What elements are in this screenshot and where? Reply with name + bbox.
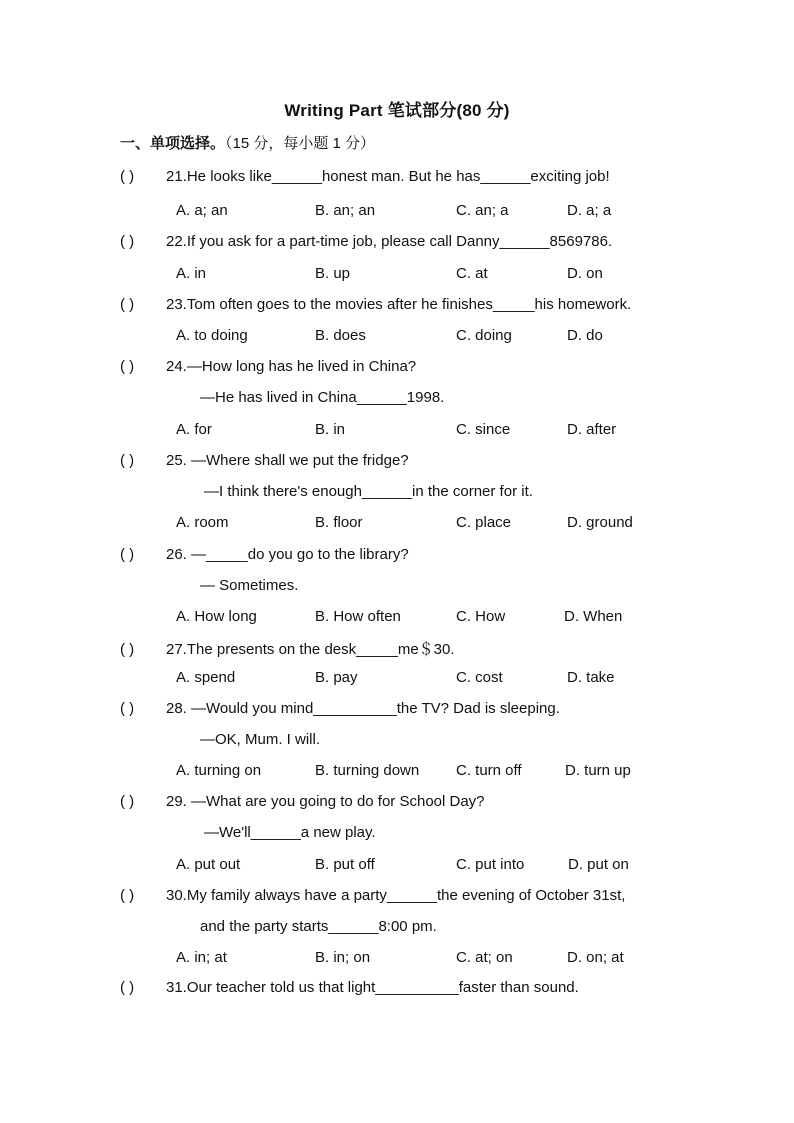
option-c: C. doing <box>456 327 512 344</box>
question-continuation: — Sometimes. <box>200 577 299 594</box>
option-a: A. a; an <box>176 202 228 219</box>
option-c: C. at <box>456 265 488 282</box>
option-a: A. to doing <box>176 327 248 344</box>
question-continuation: —He has lived in China______1998. <box>200 389 445 406</box>
section-score-note: （15 分，每小题 1 分） <box>225 135 376 152</box>
option-d: D. ground <box>567 514 633 531</box>
option-d: D. do <box>567 327 603 344</box>
option-b: B. pay <box>315 669 358 686</box>
answer-bracket[interactable]: ( ) <box>120 546 135 563</box>
question-22 <box>120 233 612 250</box>
option-b: B. put off <box>315 856 375 873</box>
question-21 <box>120 168 610 185</box>
option-d: D. a; a <box>567 202 612 219</box>
option-c: C. How <box>456 608 506 625</box>
option-c: C. an; a <box>456 202 509 219</box>
page-title: Writing Part 笔试部分(80 分) <box>284 101 510 120</box>
question-continuation: —I think there's enough______in the corner for it. <box>204 483 533 500</box>
option-c: C. cost <box>456 669 503 686</box>
option-c: C. at; on <box>456 949 513 966</box>
question-stem: 21.He looks like______honest man. But he has______exciting job! <box>166 168 610 185</box>
option-d: D. after <box>567 421 617 438</box>
answer-bracket[interactable]: ( ) <box>120 296 135 313</box>
question-stem: 30.My family always have a party______the evening of October 31st, <box>166 887 626 904</box>
option-b: B. turning down <box>315 762 420 779</box>
question-stem: 27.The presents on the desk_____me＄30. <box>166 641 455 658</box>
option-c: C. turn off <box>456 762 522 779</box>
option-b: B. in; on <box>315 949 371 966</box>
section-heading-label: 一、单项选择。 <box>120 135 226 152</box>
option-a: A. in <box>176 265 207 282</box>
answer-bracket[interactable]: ( ) <box>120 793 135 810</box>
option-d: D. put on <box>568 856 629 873</box>
answer-bracket[interactable]: ( ) <box>120 887 135 904</box>
question-30 <box>120 887 625 904</box>
question-27 <box>120 638 455 659</box>
answer-bracket[interactable]: ( ) <box>120 641 135 658</box>
question-25 <box>120 452 409 469</box>
answer-bracket[interactable]: ( ) <box>120 700 135 717</box>
question-stem: 28. —Would you mind__________the TV? Dad is sleeping. <box>166 700 560 717</box>
option-d: D. turn up <box>565 762 631 779</box>
answer-bracket[interactable]: ( ) <box>120 168 135 185</box>
question-stem: 24.—How long has he lived in China? <box>166 358 417 375</box>
question-23 <box>120 296 631 313</box>
option-b: B. up <box>315 265 351 282</box>
option-c: C. put into <box>456 856 525 873</box>
option-c: C. place <box>456 514 512 531</box>
option-c: C. since <box>456 421 511 438</box>
answer-bracket[interactable]: ( ) <box>120 979 135 996</box>
answer-bracket[interactable]: ( ) <box>120 452 135 469</box>
option-a: A. spend <box>176 669 236 686</box>
question-stem: 31.Our teacher told us that light__________faster than sound. <box>166 979 579 996</box>
question-stem: 29. —What are you going to do for School Day? <box>166 793 485 810</box>
option-d: D. When <box>564 608 623 625</box>
question-26 <box>120 546 409 563</box>
question-stem: 23.Tom often goes to the movies after he finishes_____his homework. <box>166 296 632 313</box>
option-d: D. on; at <box>567 949 624 966</box>
option-b: B. an; an <box>315 202 376 219</box>
question-continuation: and the party starts______8:00 pm. <box>200 918 437 935</box>
option-d: D. on <box>567 265 603 282</box>
option-d: D. take <box>567 669 615 686</box>
answer-bracket[interactable]: ( ) <box>120 233 135 250</box>
question-continuation: —OK, Mum. I will. <box>200 731 321 748</box>
question-24 <box>120 358 416 375</box>
option-a: A. turning on <box>176 762 262 779</box>
question-28 <box>120 700 560 717</box>
option-a: A. for <box>176 421 212 438</box>
question-29 <box>120 793 485 810</box>
option-a: A. How long <box>176 608 257 625</box>
option-a: A. room <box>176 514 229 531</box>
option-a: A. in; at <box>176 949 227 966</box>
question-stem: 22.If you ask for a part-time job, please call Danny______8569786. <box>166 233 613 250</box>
option-b: B. How often <box>315 608 401 625</box>
question-stem: 25. —Where shall we put the fridge? <box>166 452 409 469</box>
question-stem: 26. —_____do you go to the library? <box>166 546 409 563</box>
option-b: B. floor <box>315 514 363 531</box>
option-b: B. does <box>315 327 366 344</box>
question-31 <box>120 979 579 996</box>
option-a: A. put out <box>176 856 241 873</box>
section-heading <box>120 132 375 153</box>
question-continuation: —We'll______a new play. <box>204 824 376 841</box>
answer-bracket[interactable]: ( ) <box>120 358 135 375</box>
option-b: B. in <box>315 421 346 438</box>
